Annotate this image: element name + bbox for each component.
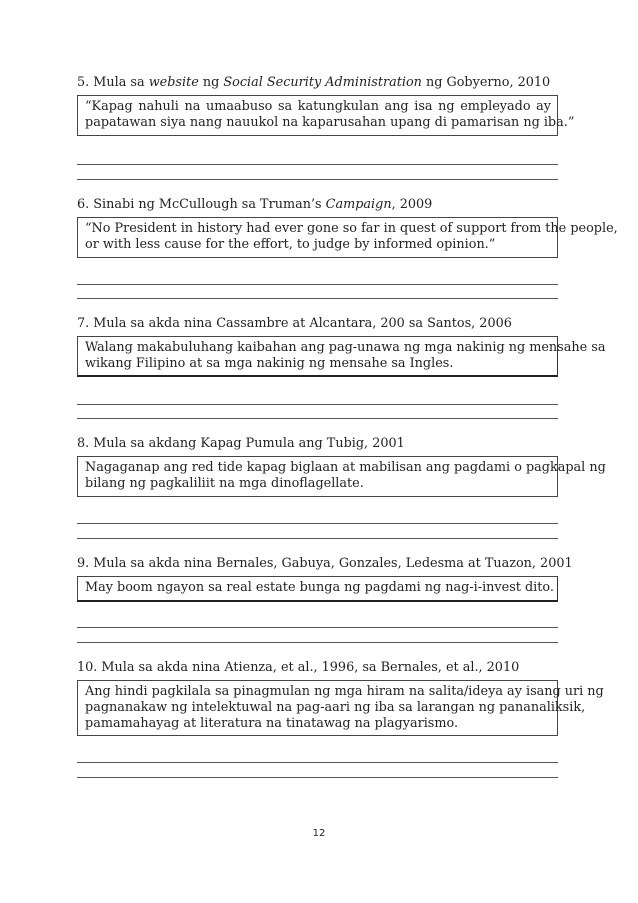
answer-line[interactable]	[77, 762, 558, 763]
quote-line: Nagaganap ang red tide kapag biglaan at mabilisan ang pagdami o pagkapal ng	[85, 460, 606, 475]
item-7	[77, 316, 606, 377]
quote-line: wikang Filipino at sa mga nakinig ng mensahe sa Ingles.	[85, 356, 454, 371]
item-heading: 6. Sinabi ng McCullough sa Truman’s Campaign, 2009	[77, 197, 433, 212]
quote-box	[77, 336, 606, 377]
answer-line[interactable]	[77, 627, 558, 628]
quote-box	[77, 217, 618, 258]
answer-line[interactable]	[77, 523, 558, 524]
item-6	[77, 197, 618, 258]
item-heading: 8. Mula sa akdang Kapag Pumula ang Tubig, 2001	[77, 436, 405, 451]
answer-line[interactable]	[77, 164, 558, 165]
answer-line[interactable]	[77, 538, 558, 539]
quote-line: “No President in history had ever gone so far in quest of support from the people,	[85, 221, 618, 236]
quote-box	[77, 456, 606, 497]
quote-line: pamamahayag at literatura na tinatawag na plagyarismo.	[85, 716, 459, 731]
quote-box	[77, 95, 575, 136]
answer-line[interactable]	[77, 284, 558, 285]
quote-line: Ang hindi pagkilala sa pinagmulan ng mga hiram na salita/ideya ay isang uri ng	[85, 684, 604, 699]
item-8	[77, 436, 606, 497]
quote-line: Walang makabuluhang kaibahan ang pag-unawa ng mga nakinig ng mensahe sa	[85, 340, 606, 355]
page-number: 12	[312, 828, 326, 839]
quote-line: or with less cause for the effort, to judge by informed opinion.”	[85, 237, 496, 252]
item-heading: 9. Mula sa akda nina Bernales, Gabuya, Gonzales, Ledesma at Tuazon, 2001	[77, 556, 573, 571]
quote-box	[77, 680, 604, 736]
item-5	[77, 75, 575, 136]
answer-line[interactable]	[77, 418, 558, 419]
item-heading: 10. Mula sa akda nina Atienza, et al., 1996, sa Bernales, et al., 2010	[77, 660, 520, 675]
item-10	[77, 660, 604, 736]
quote-line: pagnanakaw ng intelektuwal na pag-aari ng iba sa larangan ng pananaliksik,	[85, 700, 586, 715]
item-9	[77, 556, 573, 602]
quote-line: “Kapag nahuli na umaabuso sa katungkulan ang isa ng empleyado ay	[85, 99, 551, 114]
item-heading: 5. Mula sa website ng Social Security Administration ng Gobyerno, 2010	[77, 75, 551, 90]
quote-line: May boom ngayon sa real estate bunga ng pagdami ng nag-i-invest dito.	[85, 580, 554, 595]
quote-line: bilang ng pagkaliliit na mga dinoflagellate.	[85, 476, 364, 491]
answer-line[interactable]	[77, 777, 558, 778]
quote-box	[77, 576, 558, 602]
answer-line[interactable]	[77, 298, 558, 299]
answer-line[interactable]	[77, 179, 558, 180]
quote-line: papatawan siya nang nauukol na kaparusahan upang di pamarisan ng iba.”	[85, 115, 575, 130]
answer-line[interactable]	[77, 642, 558, 643]
item-heading: 7. Mula sa akda nina Cassambre at Alcantara, 200 sa Santos, 2006	[77, 316, 512, 331]
answer-line[interactable]	[77, 404, 558, 405]
